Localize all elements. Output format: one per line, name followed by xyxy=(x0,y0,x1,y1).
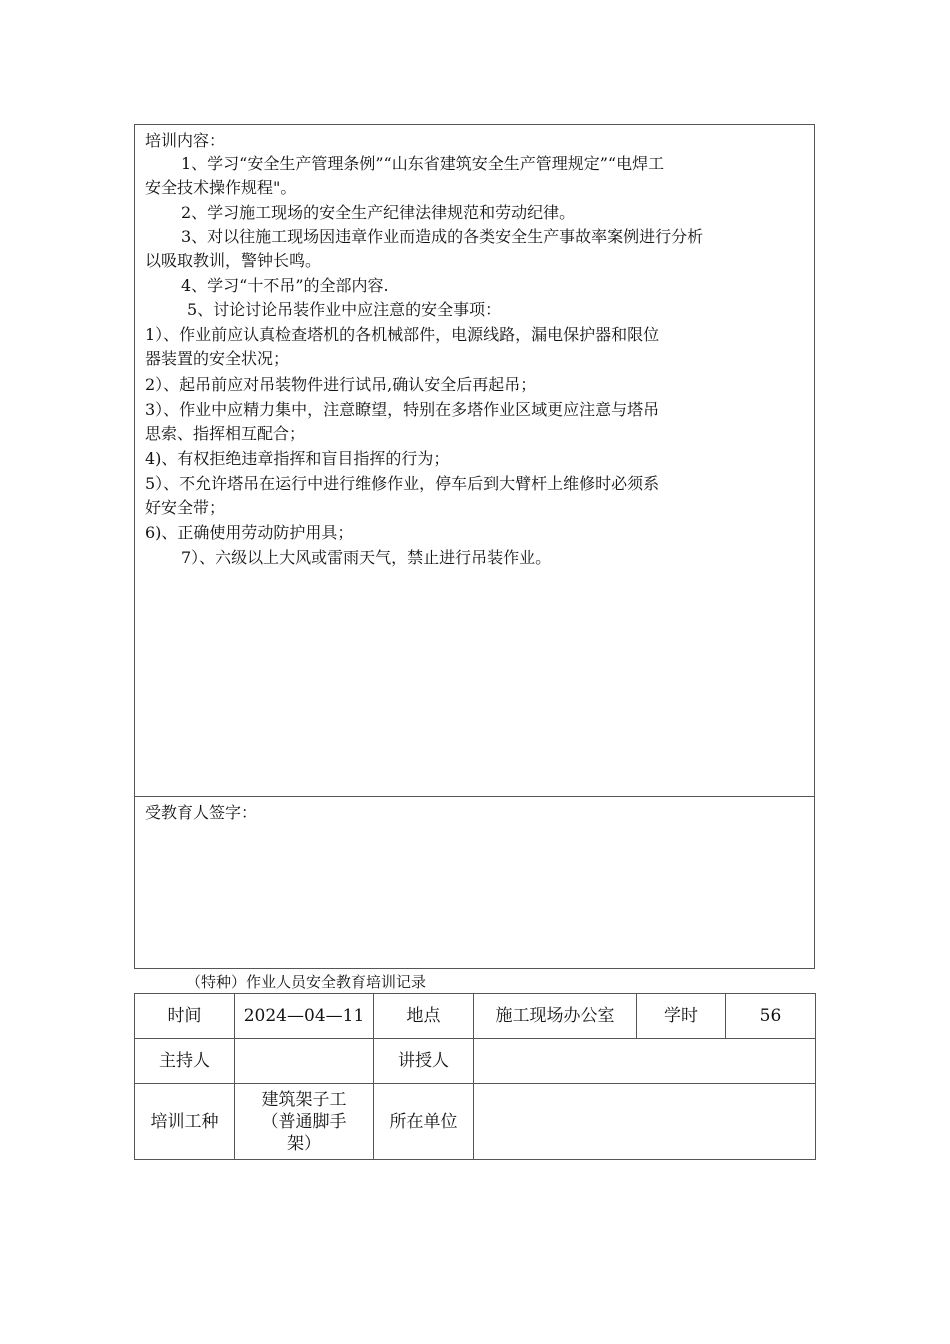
table-row xyxy=(135,1039,816,1084)
content-line: 2、学习施工现场的安全生产纪律法律规范和劳动纪律。 xyxy=(181,203,576,222)
record-title: （特种）作业人员安全教育培训记录 xyxy=(186,973,427,991)
table-row xyxy=(135,994,816,1039)
lecturer-label: 讲授人 xyxy=(374,1039,474,1084)
unit-label: 所在单位 xyxy=(374,1084,474,1160)
content-line: 6)、正确使用劳动防护用具； xyxy=(145,523,354,542)
content-line: 3）、作业中应精力集中，注意瞭望，特别在多塔作业区域更应注意与塔吊 xyxy=(145,400,660,419)
content-line: 3、对以往施工现场因违章作业而造成的各类安全生产事故率案例进行分析 xyxy=(181,227,704,246)
host-value xyxy=(235,1039,374,1084)
training-record-table xyxy=(134,993,816,1160)
unit-value xyxy=(474,1084,816,1160)
training-content-box xyxy=(134,124,815,797)
content-line: 好安全带； xyxy=(145,498,226,517)
host-label: 主持人 xyxy=(135,1039,235,1084)
signature-box xyxy=(134,796,815,969)
content-line: 思索、指挥相互配合； xyxy=(145,424,306,443)
content-line: 5）、不允许塔吊在运行中进行维修作业，停车后到大臂杆上维修时必须系 xyxy=(145,474,660,493)
content-line: 2）、起吊前应对吊装物件进行试吊,确认安全后再起吊； xyxy=(145,375,537,394)
content-line: 以吸取教训，警钟长鸣。 xyxy=(145,251,322,270)
table-row xyxy=(135,1084,816,1160)
lecturer-value xyxy=(474,1039,816,1084)
time-label: 时间 xyxy=(135,994,235,1039)
content-line: 1）、作业前应认真检查塔机的各机械部件，电源线路，漏电保护器和限位 xyxy=(145,325,660,344)
trade-label: 培训工种 xyxy=(135,1084,235,1160)
training-content-label: 培训内容： xyxy=(145,131,226,150)
hours-value: 56 xyxy=(726,994,816,1039)
signature-label: 受教育人签字： xyxy=(145,803,258,822)
content-line: 7）、六级以上大风或雷雨天气，禁止进行吊装作业。 xyxy=(181,548,552,567)
content-line: 器装置的安全状况； xyxy=(145,349,290,368)
place-value: 施工现场办公室 xyxy=(474,994,637,1039)
trade-value: 建筑架子工（普通脚手架） xyxy=(235,1084,374,1160)
content-line: 5、讨论讨论吊装作业中应注意的安全事项： xyxy=(187,300,502,319)
content-line: 4)、有权拒绝违章指挥和盲目指挥的行为； xyxy=(145,449,450,468)
time-value: 2024—04—11 xyxy=(235,994,374,1039)
place-label: 地点 xyxy=(374,994,474,1039)
content-line: 安全技术操作规程"。 xyxy=(145,178,297,197)
content-line: 4、学习“十不吊”的全部内容. xyxy=(181,276,389,295)
hours-label: 学时 xyxy=(637,994,726,1039)
content-line: 1、学习“安全生产管理条例”“山东省建筑安全生产管理规定”“电焊工 xyxy=(181,154,665,173)
